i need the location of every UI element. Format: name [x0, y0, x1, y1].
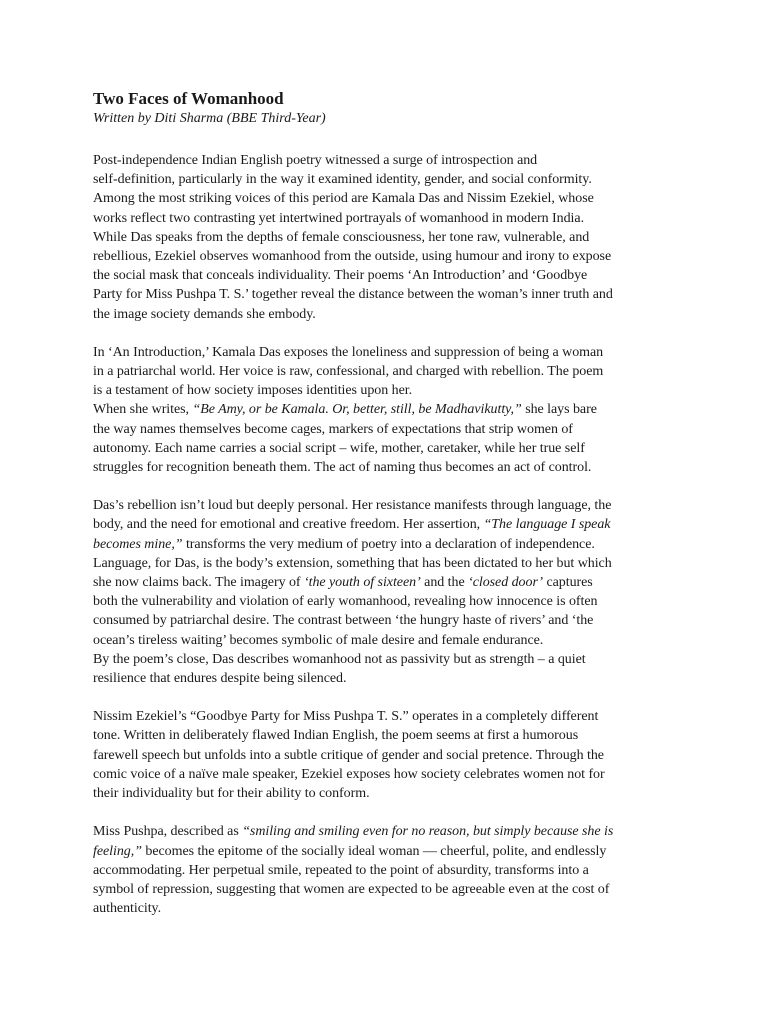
- text-run: she lays bare: [521, 402, 597, 418]
- italic-quote: becomes mine,”: [93, 536, 183, 552]
- text-run: authenticity.: [93, 901, 162, 917]
- text-run: Miss Pushpa, described as: [93, 824, 243, 840]
- text-line: [93, 496, 678, 515]
- text-run: is a testament of how society imposes identities upon her.: [93, 383, 413, 399]
- text-line: [93, 822, 678, 841]
- text-run: Among the most striking voices of this period are Kamala Das and Nissim Ezekiel, whose: [93, 191, 594, 207]
- text-run: comic voice of a naïve male speaker, Ezekiel exposes how society celebrates women not for: [93, 766, 605, 782]
- text-line: [93, 631, 678, 650]
- text-line: [93, 535, 678, 554]
- paragraph: [93, 151, 678, 324]
- text-line: [93, 899, 678, 918]
- italic-quote: “Be Amy, or be Kamala. Or, better, still, be Madhavikutty,”: [192, 402, 522, 418]
- text-line: [93, 554, 678, 573]
- text-run: the social mask that conceals individuality. Their poems ‘An Introduction’ and ‘Goodbye: [93, 268, 588, 284]
- text-line: [93, 515, 678, 534]
- text-run: Nissim Ezekiel’s “Goodbye Party for Miss Pushpa T. S.” operates in a completely different: [93, 709, 599, 725]
- italic-quote: “smiling and smiling even for no reason, but simply because she is: [242, 824, 614, 840]
- text-run: in a patriarchal world. Her voice is raw, confessional, and charged with rebellion. The poem: [93, 364, 604, 380]
- text-run: Das’s rebellion isn’t loud but deeply personal. Her resistance manifests through language, the: [93, 498, 612, 514]
- text-line: [93, 151, 678, 170]
- text-line: [93, 170, 678, 189]
- paragraph: [93, 496, 678, 688]
- text-run: ocean’s tireless waiting’ becomes symbolic of male desire and female endurance.: [93, 632, 544, 648]
- text-line: [93, 842, 678, 861]
- text-run: the image society demands she embody.: [93, 306, 316, 322]
- paragraph: [93, 822, 678, 918]
- text-run: becomes the epitome of the socially ideal woman — cheerful, polite, and endlessly: [141, 843, 607, 859]
- text-line: [93, 669, 678, 688]
- italic-quote: ‘the youth of sixteen’: [304, 575, 421, 591]
- text-line: [93, 746, 678, 765]
- text-run: Language, for Das, is the body’s extension, something that has been dictated to her but which: [93, 555, 612, 571]
- text-run: struggles for recognition beneath them. The act of naming thus becomes an act of control.: [93, 460, 592, 476]
- text-line: [93, 458, 678, 477]
- text-line: [93, 189, 678, 208]
- text-run: works reflect two contrasting yet intertwined portrayals of womanhood in modern India.: [93, 210, 585, 226]
- text-run: transforms the very medium of poetry into a declaration of independence.: [182, 536, 595, 552]
- text-line: [93, 592, 678, 611]
- text-line: [93, 650, 678, 669]
- paragraph: [93, 343, 678, 477]
- text-line: [93, 247, 678, 266]
- text-run: resilience that endures despite being silenced.: [93, 671, 347, 687]
- text-run: both the vulnerability and violation of early womanhood, revealing how innocence is often: [93, 594, 598, 610]
- text-line: [93, 880, 678, 899]
- text-run: consumed by patriarchal desire. The contrast between ‘the hungry haste of rivers’ and ‘the: [93, 613, 594, 629]
- text-run: When she writes,: [93, 402, 193, 418]
- text-run: self-definition, particularly in the way it examined identity, gender, and social conformity.: [93, 172, 592, 188]
- text-line: [93, 573, 678, 592]
- text-line: [93, 400, 678, 419]
- paragraph: [93, 707, 678, 803]
- text-run: While Das speaks from the depths of female consciousness, her tone raw, vulnerable, and: [93, 229, 590, 245]
- text-line: [93, 285, 678, 304]
- text-line: [93, 420, 678, 439]
- text-run: autonomy. Each name carries a social script – wife, mother, caretaker, while her true self: [93, 440, 585, 456]
- text-line: [93, 381, 678, 400]
- text-line: [93, 305, 678, 324]
- text-run: the way names themselves become cages, markers of expectations that strip women of: [93, 421, 573, 437]
- italic-quote: feeling,”: [93, 843, 142, 859]
- text-run: rebellious, Ezekiel observes womanhood from the outside, using humour and irony to expose: [93, 249, 612, 265]
- text-run: accommodating. Her perpetual smile, repeated to the point of absurdity, transforms into a: [93, 862, 589, 878]
- italic-quote: “The language I speak: [483, 517, 611, 533]
- text-line: [93, 765, 678, 784]
- text-line: [93, 726, 678, 745]
- text-run: symbol of repression, suggesting that women are expected to be agreeable even at the cost of: [93, 881, 610, 897]
- author-byline: Written by Diti Sharma (BBE Third-Year): [93, 111, 326, 126]
- text-run: farewell speech but unfolds into a subtle critique of gender and social pretence. Through the: [93, 747, 604, 763]
- text-run: Post-independence Indian English poetry witnessed a surge of introspection and: [93, 153, 538, 168]
- text-run: By the poem’s close, Das describes womanhood not as passivity but as strength – a quiet: [93, 651, 586, 667]
- document-title: Two Faces of Womanhood: [93, 89, 284, 108]
- text-line: [93, 266, 678, 285]
- text-line: [93, 861, 678, 880]
- document-body: [93, 151, 678, 918]
- text-line: [93, 611, 678, 630]
- text-line: [93, 362, 678, 381]
- text-run: captures: [543, 575, 593, 591]
- text-line: [93, 209, 678, 228]
- text-run: and the: [420, 575, 469, 591]
- italic-quote: ‘closed door’: [468, 575, 543, 591]
- text-run: tone. Written in deliberately flawed Indian English, the poem seems at first a humorous: [93, 728, 579, 744]
- text-line: [93, 343, 678, 362]
- text-line: [93, 784, 678, 803]
- text-line: [93, 707, 678, 726]
- text-run: body, and the need for emotional and creative freedom. Her assertion,: [93, 517, 484, 533]
- text-line: [93, 439, 678, 458]
- text-run: she now claims back. The imagery of: [93, 575, 304, 591]
- text-run: Party for Miss Pushpa T. S.’ together reveal the distance between the woman’s inner truth and: [93, 287, 613, 303]
- text-run: In ‘An Introduction,’ Kamala Das exposes the loneliness and suppression of being a woman: [93, 344, 604, 360]
- text-line: [93, 228, 678, 247]
- text-run: their individuality but for their ability to conform.: [93, 786, 370, 802]
- document-page: [93, 88, 678, 937]
